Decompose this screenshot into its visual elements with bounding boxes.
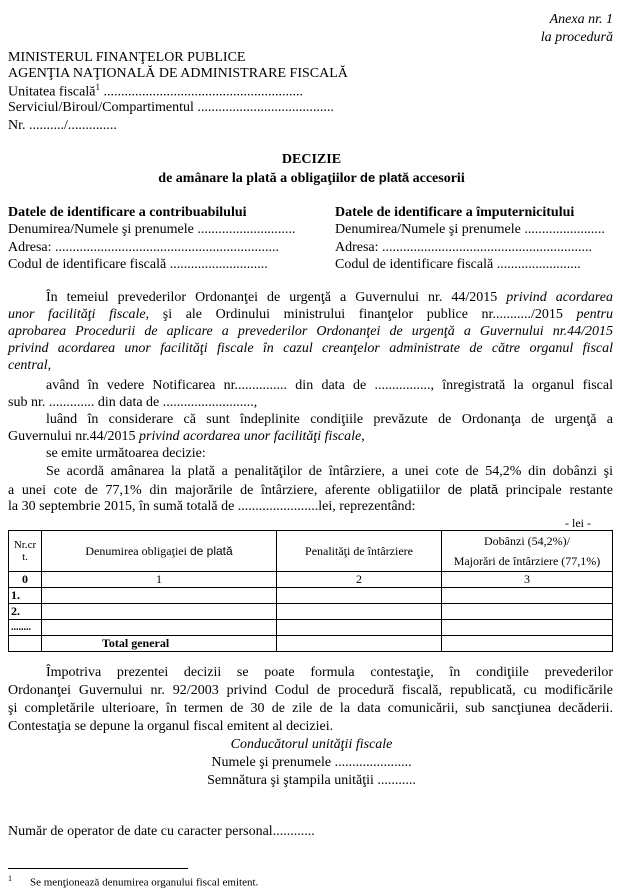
header-interest-line-1: Dobânzi (54,2%)/ (484, 534, 570, 548)
table-row (9, 588, 613, 604)
index-1: 1 (42, 572, 277, 588)
table-total-row (9, 636, 613, 652)
legal-basis-italic-2: unor facilităţi fiscale (8, 307, 146, 322)
table-index-row (9, 572, 613, 588)
total-label: Total general (42, 636, 277, 652)
notification-line-2: sub nr. ............. din data de .........................., (8, 395, 258, 410)
grant-line-3: la 30 septembrie 2015, în sumă totală de .......................lei, reprezentând: (8, 499, 416, 514)
signature-stamp: Semnătura şi ştampila unităţii ........... (207, 773, 416, 788)
agency-name: AGENŢIA NAŢIONALĂ DE ADMINISTRARE FISCALĂ (8, 66, 348, 81)
footnote-number: 1 (8, 874, 12, 883)
fiscal-unit-line (8, 82, 303, 101)
index-2: 2 (277, 572, 442, 588)
grant-line-1: Se acordă amânarea la plată a penalităţilor de întârziere, a unei cote de 54,2% din dobânzi şi (46, 464, 613, 479)
data-operator-number: Număr de operator de date cu caracter personal............ (8, 824, 315, 839)
conditions-line-1: luând în considerare că sunt îndeplinite condiţiile prevăzute de Ordonanţa de urgenţă a (46, 412, 613, 427)
legal-basis-text: În temeiul prevederilor Ordonanţei de urgenţă a Guvernului nr. 44/2015 (46, 290, 507, 305)
fiscal-unit-dots: ......................................................... (99, 84, 303, 100)
footnote-text: Se menţionează denumirea organului fiscal emitent. (30, 876, 259, 889)
footnote (8, 874, 258, 889)
order-reference: , şi ale Ordinului ministrului finanţelor publice nr.........../2015 (145, 307, 577, 322)
legal-basis-line-2 (8, 307, 613, 323)
conditions-line-2 (8, 429, 365, 445)
row-cell[interactable] (442, 620, 613, 636)
row-cell[interactable] (442, 604, 613, 620)
appeal-line-4: Contestaţia se depune la organul fiscal emitent al deciziei. (8, 719, 334, 734)
appeal-line-3: şi completările ulterioare, în termen de 30 de zile de la data comunicării, sub sancţiunea decăderii. (8, 701, 613, 716)
row-cell[interactable] (442, 588, 613, 604)
appeal-line-2: Ordonanţei Guvernului nr. 92/2003 privind Codul de procedură fiscală, republicată, cu modificările (8, 683, 613, 698)
service-line: Serviciul/Biroul/Compartimentul ....................................... (8, 100, 334, 115)
subtitle-part-c: accesorii (409, 171, 465, 186)
proxy-name: Denumirea/Numele şi prenumele ....................... (335, 222, 605, 237)
conditions-italic: privind acordarea unor facilităţi fiscale (139, 429, 362, 444)
header-obligation (42, 531, 277, 572)
row-cell[interactable] (277, 588, 442, 604)
row-cell[interactable] (277, 620, 442, 636)
table-row (9, 604, 613, 620)
decision-intro: se emite următoarea decizie: (46, 446, 206, 461)
document-title: DECIZIE (281, 152, 342, 167)
subtitle-part-a: de amânare la plată a obligaţiilor (158, 171, 360, 186)
row-cell[interactable] (42, 604, 277, 620)
legal-basis-line-3: aprobarea Procedurii de aplicare a prevederilor Ordonanţei de urgenţă a Guvernului nr.44/2015 (8, 324, 613, 339)
obligations-table (8, 530, 613, 652)
header-penalties: Penalităţi de întârziere (277, 531, 442, 572)
row-number: 1. (9, 588, 42, 604)
footnote-separator (8, 868, 188, 869)
taxpayer-heading: Datele de identificare a contribuabilului (8, 205, 247, 220)
index-3: 3 (442, 572, 613, 588)
legal-basis-line-5: central, (8, 358, 52, 373)
annex-procedure: la procedură (540, 30, 613, 45)
notification-line-1: având în vedere Notificarea nr............... din data de ................, înregistrată la organul fiscal (46, 378, 613, 393)
proxy-heading: Datele de identificare a împuternicitului (335, 205, 575, 220)
total-empty (9, 636, 42, 652)
taxpayer-name: Denumirea/Numele şi prenumele ............................ (8, 222, 296, 237)
grant-text-a: a unei cote de 77,1% din majorările de întârziere, aferente obligatiilor (8, 483, 448, 498)
grant-line-2 (8, 482, 613, 499)
total-cell[interactable] (277, 636, 442, 652)
taxpayer-address: Adresa: ................................................................ (8, 240, 280, 255)
total-cell[interactable] (442, 636, 613, 652)
proxy-address: Adresa: ............................................................ (335, 240, 593, 255)
header-nr: Nr.cr t. (9, 531, 42, 572)
row-number: 2. (9, 604, 42, 620)
row-cell[interactable] (277, 604, 442, 620)
currency-note: - lei - (565, 516, 591, 530)
registration-number: Nr. ........../.............. (8, 118, 117, 133)
conditions-text: Guvernului nr.44/2015 (8, 429, 140, 444)
legal-basis-italic: privind acordarea (506, 290, 613, 305)
conditions-comma: , (361, 429, 365, 444)
row-number: ........ (9, 620, 42, 636)
legal-basis-line-1 (46, 290, 613, 306)
header-obligation-a: Denumirea obligaţiei (85, 543, 190, 558)
grant-text-b: de plată (447, 482, 499, 497)
fiscal-unit-label: Unitatea fiscală (8, 84, 96, 100)
table-header-row (9, 531, 613, 572)
index-0: 0 (9, 572, 42, 588)
annex-number: Anexa nr. 1 (549, 12, 613, 27)
header-interest (442, 531, 613, 572)
footnote-ref: 1 (95, 82, 100, 92)
signature-head: Conducătorul unităţii fiscale (230, 737, 393, 752)
header-obligation-b: de plată (189, 543, 233, 558)
taxpayer-fiscal-code: Codul de identificare fiscală ............................ (8, 257, 268, 272)
document-subtitle (0, 170, 623, 187)
table-row (9, 620, 613, 636)
signature-name: Numele şi prenumele ...................... (211, 755, 412, 770)
legal-basis-italic-3: pentru (576, 307, 614, 322)
grant-text-c: principale restante (498, 483, 613, 498)
row-cell[interactable] (42, 620, 277, 636)
row-cell[interactable] (42, 588, 277, 604)
ministry-name: MINISTERUL FINANŢELOR PUBLICE (8, 50, 246, 65)
appeal-line-1: Împotriva prezentei decizii se poate formula contestaţie, în condiţiile prevederilor (46, 665, 613, 680)
proxy-fiscal-code: Codul de identificare fiscală ........................ (335, 257, 581, 272)
header-interest-line-2: Majorări de întârziere (77,1%) (453, 554, 601, 568)
legal-basis-line-4: privind acordarea unor facilităţi fiscale în cazul creanţelor administrate de către organul fiscal (8, 341, 613, 356)
subtitle-part-b: de plată (360, 170, 410, 185)
